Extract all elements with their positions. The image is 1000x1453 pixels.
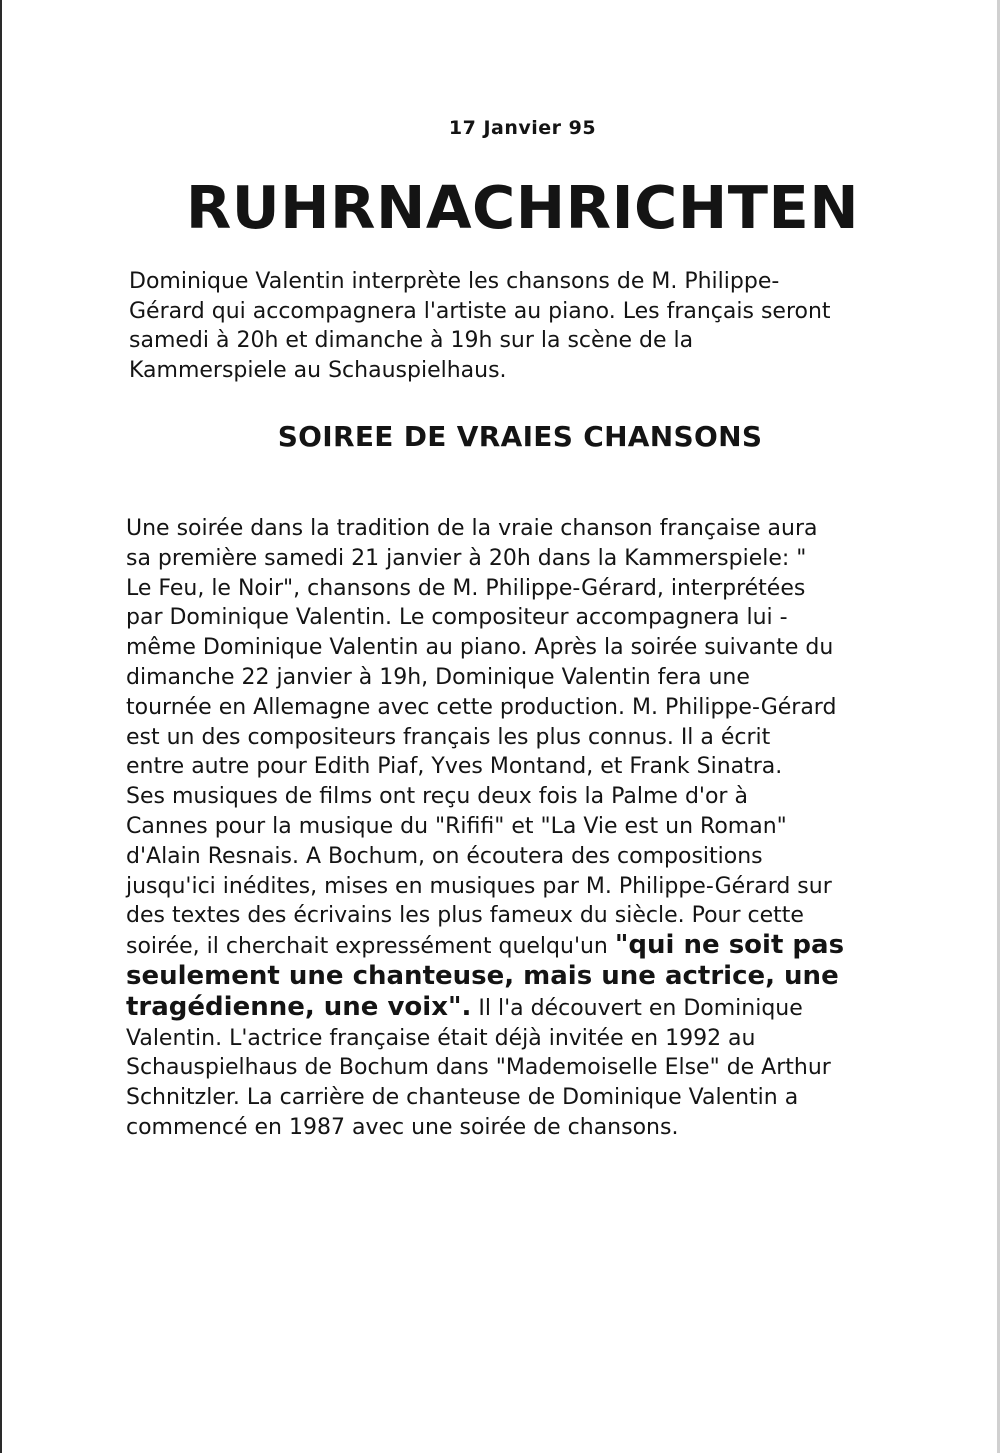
publication-date: 17 Janvier 95 <box>448 117 597 139</box>
body-line: entre autre pour Edith Piaf, Yves Montand, et Frank Sinatra. <box>126 754 783 780</box>
intro-line: samedi à 20h et dimanche à 19h sur la scène de la <box>129 328 694 353</box>
newspaper-masthead: RUHRNACHRICHTEN <box>185 173 860 242</box>
body-line: Une soirée dans la tradition de la vraie chanson française aura <box>126 516 818 541</box>
body-line: jusqu'ici inédites, mises en musiques par M. Philippe-Gérard sur <box>126 873 832 899</box>
body-line: Schauspielhaus de Bochum dans "Mademoiselle Else" de Arthur <box>126 1055 831 1081</box>
body-line: tournée en Allemagne avec cette production. M. Philippe-Gérard <box>126 694 837 720</box>
body-line-quote-start <box>126 931 921 962</box>
body-line-quote-end <box>126 993 921 1024</box>
body-line: sa première samedi 21 janvier à 20h dans la Kammerspiele: " <box>126 545 807 571</box>
pull-quote-part-3: tragédienne, une voix". <box>126 991 472 1022</box>
body-line: Ses musiques de films ont reçu deux fois la Palme d'or à <box>126 784 748 810</box>
body-line: Cannes pour la musique du "Rififi" et "La Vie est un Roman" <box>126 813 787 839</box>
body-line: même Dominique Valentin au piano. Après la soirée suivante du <box>126 635 834 661</box>
quote-tail-text: Il l'a découvert en Dominique <box>471 995 803 1021</box>
body-line: Schnitzler. La carrière de chanteuse de Dominique Valentin a <box>126 1085 799 1111</box>
intro-line: Dominique Valentin interprète les chansons de M. Philippe- <box>129 269 780 294</box>
body-line: dimanche 22 janvier à 19h, Dominique Valentin fera une <box>126 664 750 690</box>
pull-quote-part-2: seulement une chanteuse, mais une actrice, une <box>126 960 839 991</box>
article-body <box>126 514 921 1143</box>
intro-paragraph <box>129 267 919 385</box>
body-line: Le Feu, le Noir", chansons de M. Philippe-Gérard, interprétées <box>126 575 806 601</box>
article-headline: SOIREE DE VRAIES CHANSONS <box>277 420 763 453</box>
body-line: commencé en 1987 avec une soirée de chansons. <box>126 1114 679 1140</box>
body-line: d'Alain Resnais. A Bochum, on écoutera des compositions <box>126 843 763 869</box>
body-line: par Dominique Valentin. Le compositeur accompagnera lui - <box>126 605 788 631</box>
intro-line: Kammerspiele au Schauspielhaus. <box>129 357 507 383</box>
intro-line: Gérard qui accompagnera l'artiste au piano. Les français seront <box>129 298 831 324</box>
pull-quote-part-1: "qui ne soit pas <box>614 930 845 961</box>
body-line: Valentin. L'actrice française était déjà invitée en 1992 au <box>126 1025 756 1051</box>
body-line: des textes des écrivains les plus fameux du siècle. Pour cette <box>126 903 804 929</box>
quote-lead-text: soirée, il cherchait expressément quelqu'un <box>126 934 615 960</box>
body-line-quote-middle <box>126 962 921 993</box>
body-line: est un des compositeurs français les plus connus. Il a écrit <box>126 724 771 750</box>
